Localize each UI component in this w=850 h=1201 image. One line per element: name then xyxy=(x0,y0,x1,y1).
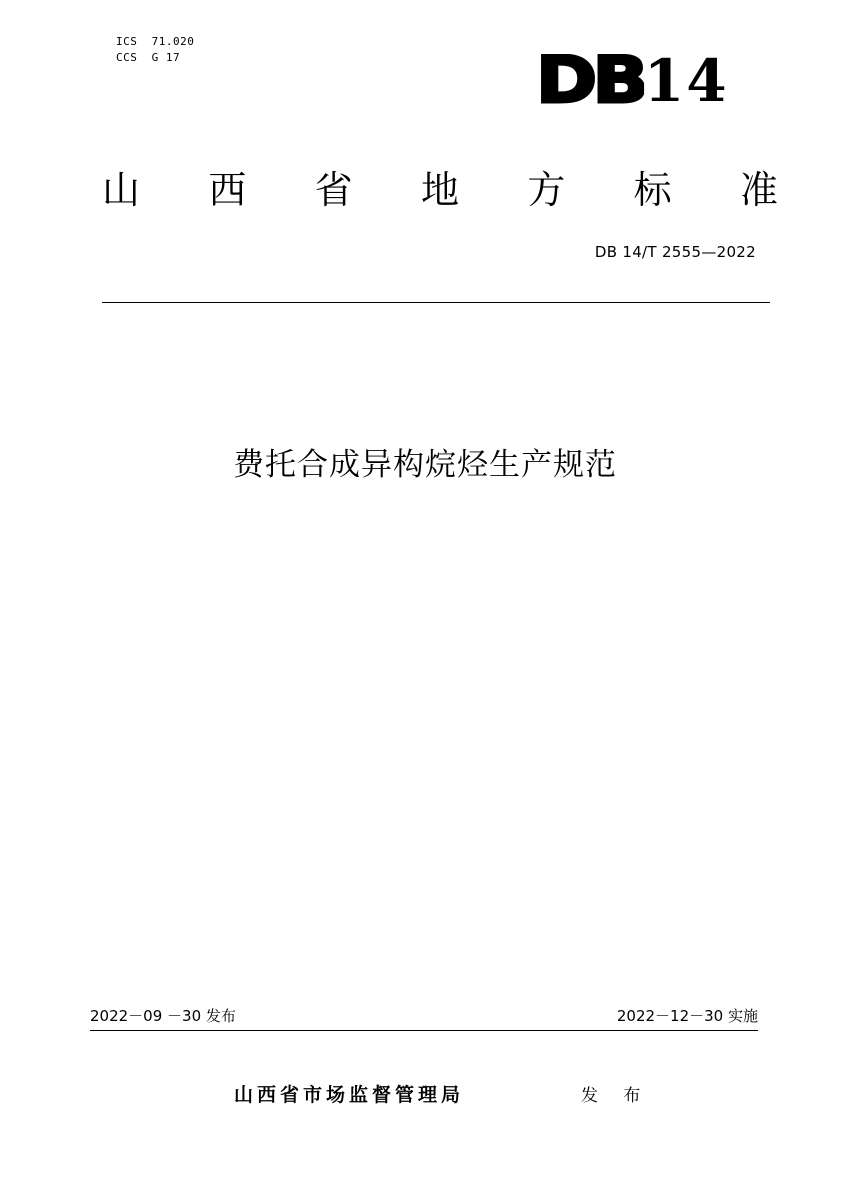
standard-type-char: 方 xyxy=(527,168,566,212)
standard-type-char: 西 xyxy=(208,168,247,212)
db-logo-letters: DB xyxy=(536,54,644,108)
ccs-value: G 17 xyxy=(151,51,181,64)
footer-divider xyxy=(90,1030,758,1031)
standard-type-char: 准 xyxy=(739,168,778,212)
standard-type-char: 山 xyxy=(102,168,141,212)
ccs-label: CCS xyxy=(116,51,138,64)
header-divider xyxy=(102,302,770,303)
standard-type-char: 标 xyxy=(633,168,672,212)
document-title: 费托合成异构烷烃生产规范 xyxy=(233,447,617,483)
standard-type-char: 省 xyxy=(314,168,353,212)
issue-date: 2022－09 －30 发布 xyxy=(90,1007,236,1025)
ics-code xyxy=(116,34,194,50)
publisher-name: 山西省市场监督管理局 xyxy=(234,1084,465,1106)
standard-type-char: 地 xyxy=(420,168,459,212)
publish-label: 发 布 xyxy=(581,1086,651,1106)
implementation-date: 2022－12－30 实施 xyxy=(616,1007,758,1025)
db-logo xyxy=(536,47,729,115)
ics-label: ICS xyxy=(116,35,138,48)
ccs-code xyxy=(116,50,194,66)
ics-value: 71.020 xyxy=(151,35,195,48)
classification-codes xyxy=(116,34,194,66)
standard-type-heading xyxy=(102,168,778,212)
db-logo-number: 14 xyxy=(643,47,729,115)
standard-number: DB 14/T 2555—2022 xyxy=(594,243,756,261)
